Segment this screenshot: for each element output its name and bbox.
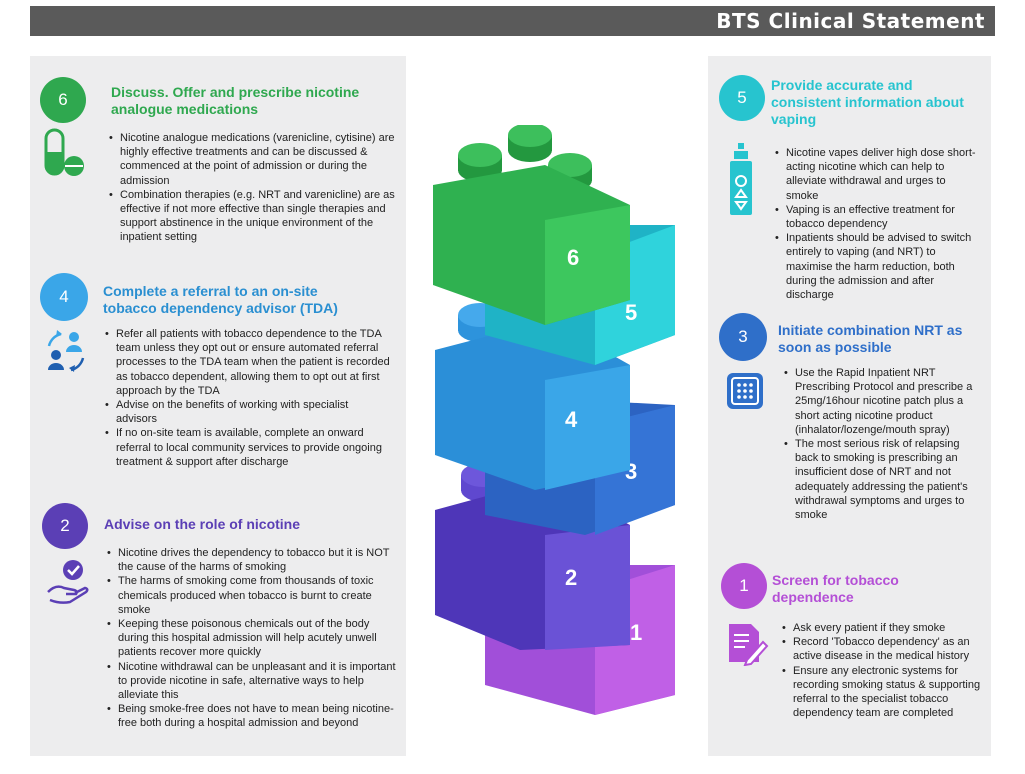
list-item: • Nicotine drives the dependency to tobacco but it is NOT the cause of the harms of smoking: [118, 546, 398, 574]
list-item: • Advise on the benefits of working with specialist advisors: [116, 398, 391, 426]
step5-number: 5: [737, 88, 747, 107]
list-item: • Nicotine vapes deliver high dose short-acting nicotine which can help to alleviate withdrawal and urges to smoke: [786, 146, 976, 203]
step4-number: 4: [59, 287, 69, 306]
vape-icon: [726, 141, 756, 217]
step4-number-badge: [40, 273, 88, 321]
header-title: BTS Clinical Statement: [716, 9, 985, 33]
list-item: • The most serious risk of relapsing back to smoking is prescribing an insufficient dose of NRT and not adequately addressing the patient's withdrawal symptoms and urges to smoke: [795, 437, 985, 522]
step3-number: 3: [738, 327, 748, 346]
step5-bullets: [774, 146, 976, 302]
brick-3-label: 3: [625, 459, 638, 484]
step1-title: Screen for tobacco dependence: [772, 572, 899, 605]
step5-title: Provide accurate and consistent information about vaping: [771, 77, 964, 127]
step6-number-badge: [40, 77, 86, 123]
list-item: • Inpatients should be advised to switch entirely to vaping (and NRT) to maximise the harm reduction, both during the admission and after discharge: [786, 231, 976, 302]
list-item: • Record 'Tobacco dependency' as an active disease in the medical history: [793, 635, 983, 663]
brick-2-label: 2: [565, 565, 578, 590]
step1-bullets: [781, 621, 983, 720]
list-item: • Use the Rapid Inpatient NRT Prescribing Protocol and prescribe a 25mg/16hour nicotine patch plus a short acting nicotine product (inhalator/lozenge/mouth spray): [795, 366, 985, 437]
step2-number: 2: [60, 516, 70, 535]
list-item: • Combination therapies (e.g. NRT and varenicline) are as effective if not more effective than single therapies and support abstinence in the unique environment of the inpatient setting: [120, 188, 396, 245]
brick-stack: [425, 125, 695, 715]
step4-title: Complete a referral to an on-site tobacco dependency advisor (TDA): [103, 283, 338, 316]
pills-icon: [40, 128, 88, 180]
patch-icon: [725, 371, 765, 411]
list-item: • Vaping is an effective treatment for tobacco dependency: [786, 203, 976, 231]
list-item: • Ensure any electronic systems for recording smoking status & supporting referral to the specialist tobacco dependency team are completed: [793, 664, 983, 721]
hand-check-icon: [46, 558, 92, 606]
step5-number-badge: [719, 75, 765, 121]
step6-title: Discuss. Offer and prescribe nicotine analogue medications: [111, 84, 360, 117]
step6-number: 6: [58, 90, 68, 109]
step2-title: Advise on the role of nicotine: [104, 516, 301, 532]
clipboard-pen-icon: [725, 620, 769, 666]
list-item: • If no on-site team is available, complete an onward referral to local community services to provide ongoing treatment & support after discharge: [116, 426, 391, 469]
step1-number-badge: [721, 563, 767, 609]
list-item: • Being smoke-free does not have to mean being nicotine-free both during a hospital admission and beyond: [118, 702, 398, 730]
brick-5-label: 5: [625, 300, 638, 325]
list-item: • Refer all patients with tobacco dependence to the TDA team unless they opt out or ensure automated referral processes to the TDA team when the patient is recorded as tobacco dependent, allowing them to opt out at first approach by the TDA: [116, 327, 391, 398]
list-item: • Nicotine analogue medications (varenicline, cytisine) are highly effective treatments and can be discussed & commenced at the point of admission or during the admission: [120, 131, 396, 188]
brick-6-label: 6: [567, 245, 580, 270]
step1-number: 1: [739, 576, 749, 595]
brick-1-label: 1: [630, 620, 643, 645]
step3-title: Initiate combination NRT as soon as possible: [778, 322, 963, 355]
step4-bullets: [104, 327, 391, 469]
brick-4-label: 4: [565, 407, 578, 432]
brick-6: [433, 125, 630, 325]
referral-people-icon: [43, 328, 89, 374]
list-item: • Keeping these poisonous chemicals out of the body during this hospital admission will help acutely unwell patients recover more quickly: [118, 617, 398, 660]
header-bar: [30, 6, 995, 36]
list-item: • The harms of smoking come from thousands of toxic chemicals produced when tobacco is burnt to create smoke: [118, 574, 398, 617]
step2-bullets: [106, 546, 398, 731]
step3-bullets: [783, 366, 985, 522]
list-item: • Ask every patient if they smoke: [793, 621, 983, 635]
step6-bullets: [108, 131, 396, 245]
step2-number-badge: [42, 503, 88, 549]
step3-number-badge: [719, 313, 767, 361]
list-item: • Nicotine withdrawal can be unpleasant and it is important to provide nicotine in safe, alternative ways to help alleviate this: [118, 660, 398, 703]
